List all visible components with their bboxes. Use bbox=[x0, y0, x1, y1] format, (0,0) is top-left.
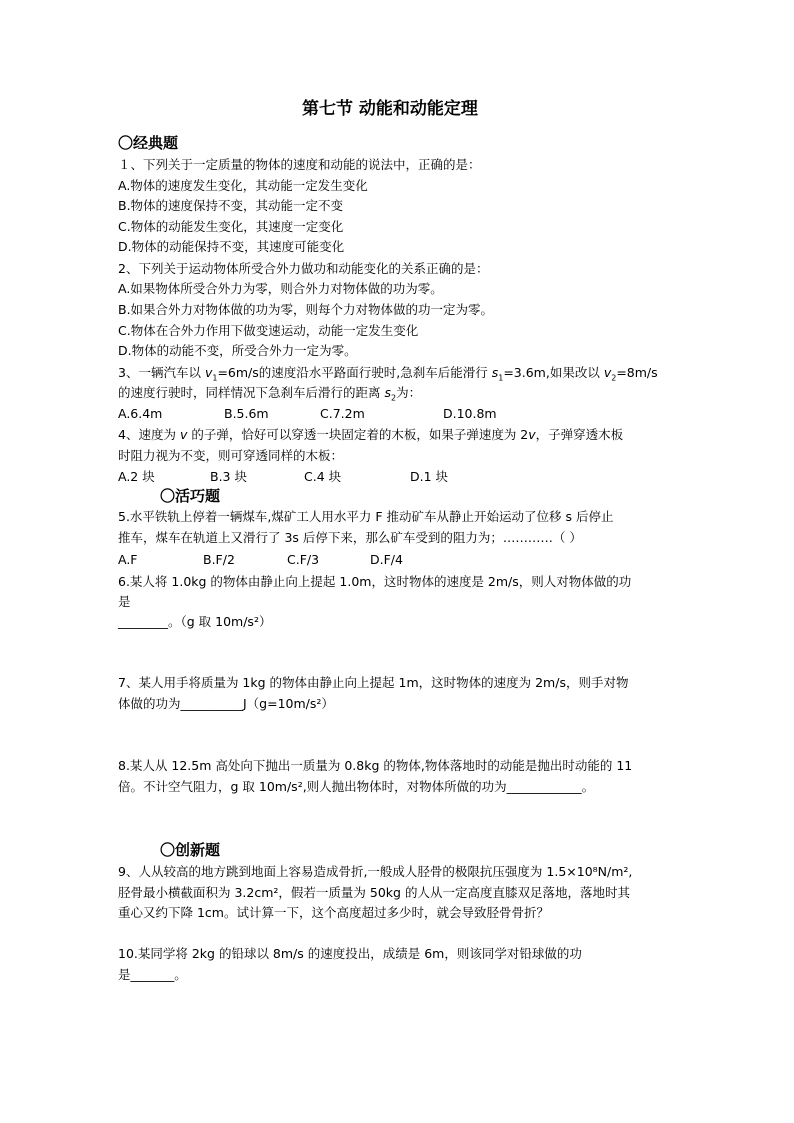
q3-line-1: 3、一辆汽车以 $v_1=6m/s$的速度沿水平路面行驶时,急刹车后能滑行 $s_1=3.6m$,如果改以 $v_2=8m/s$ bbox=[118, 365, 658, 383]
q9-line-3: 重心又约下降 1cm。试计算一下，这个高度超过多少时，就会导致胫骨骨折？ bbox=[118, 905, 549, 920]
q7-line-1: 7、某人用手将质量为 1kg 的物体由静止向上提起 1m，这时物体的速度为 2m/s，则手对物 bbox=[118, 675, 629, 690]
q5-option-a: A.F bbox=[118, 552, 138, 567]
q2-option-d: D.物体的动能不变，所受合外力一定为零。 bbox=[118, 343, 357, 358]
q9-line-2: 胫骨最小横截面积为 3.2cm²，假若一质量为 50kg 的人从一定高度直膝双足落地，落地时其 bbox=[118, 885, 630, 900]
section-heading-classic: 〇经典题 bbox=[118, 134, 179, 152]
q8-line-2: 倍。不计空气阻力，g 取 10m/s²,则人抛出物体时，对物体所做的功为____________。 bbox=[118, 779, 595, 794]
q6-line-1: 6.某人将 1.0kg 的物体由静止向上提起 1.0m，这时物体的速度是 2m/s，则人对物体做的功 bbox=[118, 574, 632, 589]
q5-option-d: D.F/4 bbox=[370, 552, 403, 567]
q2-option-c: C.物体在合外力作用下做变速运动，动能一定发生变化 bbox=[118, 323, 419, 338]
q3-option-c: C.7.2m bbox=[320, 406, 365, 421]
q10-line-2: 是_______。 bbox=[118, 967, 187, 982]
q4-line-2: 时阻力视为不变，则可穿透同样的木板： bbox=[118, 448, 344, 463]
q6-line-2: 是 bbox=[118, 594, 131, 609]
q3-line-2: 的速度行驶时，同样情况下急刹车后滑行的距离 $s_2$为： bbox=[118, 385, 422, 403]
section-heading-innovative: 〇创新题 bbox=[160, 841, 221, 859]
q10-line-1: 10.某同学将 2kg 的铅球以 8m/s 的速度投出，成绩是 6m，则该同学对铅球做的功 bbox=[118, 946, 582, 961]
section-heading-flexible: 〇活巧题 bbox=[160, 487, 221, 505]
q4-option-d: D.1 块 bbox=[410, 469, 449, 484]
q6-line-3: ________。（g 取 10m/s²） bbox=[118, 614, 272, 629]
q2-option-b: B.如果合外力对物体做的功为零，则每个力对物体做的功一定为零。 bbox=[118, 302, 494, 317]
q5-line-1: 5.水平铁轨上停着一辆煤车,煤矿工人用水平力 F 推动矿车从静止开始运动了位移 s 后停止 bbox=[118, 509, 614, 524]
q1-option-d: D.物体的动能保持不变，其速度可能变化 bbox=[118, 239, 345, 254]
q9-line-1: 9、人从较高的地方跳到地面上容易造成骨折,一般成人胫骨的极限抗压强度为 1.5×10⁸N/m², bbox=[118, 864, 633, 879]
q3-option-a: A.6.4m bbox=[118, 406, 163, 421]
q3-option-b: B.5.6m bbox=[224, 406, 269, 421]
page-title: 第七节 动能和动能定理 bbox=[302, 99, 478, 119]
q4-line-1: 4、速度为 v 的子弹，恰好可以穿透一块固定着的木板，如果子弹速度为 2v，子弹穿透木板 bbox=[118, 427, 624, 442]
q4-option-a: A.2 块 bbox=[118, 469, 155, 484]
q1-stem: １、下列关于一定质量的物体的速度和动能的说法中，正确的是： bbox=[118, 157, 481, 172]
q5-option-b: B.F/2 bbox=[203, 552, 235, 567]
q4-option-c: C.4 块 bbox=[304, 469, 342, 484]
q5-option-c: C.F/3 bbox=[287, 552, 320, 567]
q1-option-c: C.物体的动能发生变化，其速度一定变化 bbox=[118, 219, 344, 234]
q7-line-2: 体做的功为__________J（g=10m/s²） bbox=[118, 696, 334, 711]
q5-line-2: 推车，煤车在轨道上又滑行了 3s 后停下来，那么矿车受到的阻力为；…………（ ） bbox=[118, 530, 582, 545]
q4-option-b: B.3 块 bbox=[210, 469, 247, 484]
q1-option-a: A.物体的速度发生变化，其动能一定发生变化 bbox=[118, 178, 368, 193]
q1-option-b: B.物体的速度保持不变，其动能一定不变 bbox=[118, 198, 344, 213]
q2-stem: 2、下列关于运动物体所受合外力做功和动能变化的关系正确的是： bbox=[118, 261, 489, 276]
q3-option-d: D.10.8m bbox=[443, 406, 497, 421]
q8-line-1: 8.某人从 12.5m 高处向下抛出一质量为 0.8kg 的物体,物体落地时的动能是抛出时动能的 11 bbox=[118, 758, 633, 773]
q2-option-a: A.如果物体所受合外力为零，则合外力对物体做的功为零。 bbox=[118, 281, 443, 296]
